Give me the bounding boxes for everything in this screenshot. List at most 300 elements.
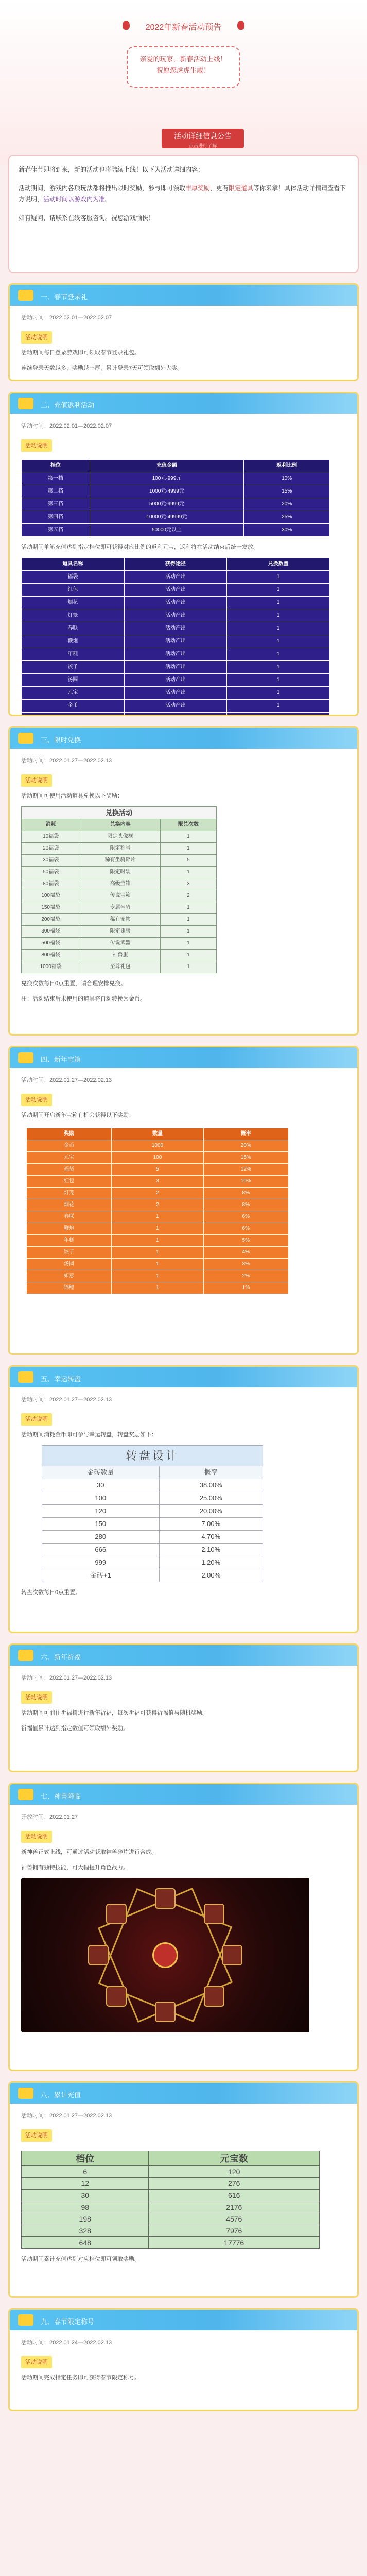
notice-box [8, 155, 359, 273]
table-cell: 1 [112, 1223, 203, 1235]
notice-para [19, 182, 348, 205]
table-cell: 4.70% [159, 1531, 263, 1544]
table-cell: 年糕 [22, 648, 125, 661]
rule-tag: 活动说明 [21, 774, 52, 787]
table-cell: 至尊礼包 [80, 961, 161, 973]
table-cell: 春联 [27, 1211, 112, 1223]
flag-icon [18, 1371, 33, 1383]
activity-time: 活动时间：2022.01.27—2022.02.13 [21, 2113, 112, 2119]
section-login [8, 283, 359, 381]
table-cell: 150福袋 [22, 902, 80, 914]
table-cell: 第四档 [22, 511, 90, 524]
table-cell: 100元-999元 [90, 472, 243, 485]
flag-icon [18, 290, 33, 301]
table-cell: 1 [160, 926, 216, 938]
table-cell: 稀有坐骑碎片 [80, 855, 161, 867]
activity-time: 活动时间：2022.01.24—2022.02.13 [21, 2340, 112, 2346]
table-cell: 1 [160, 843, 216, 855]
flag-icon [18, 733, 33, 744]
table-cell: 38.00% [159, 1479, 263, 1492]
table-row [22, 950, 217, 961]
table-row [22, 687, 330, 700]
table-cell: 666 [42, 1544, 160, 1556]
table-cell: 276 [149, 2178, 320, 2190]
table-row [22, 2213, 320, 2225]
table-header: 兑换数量 [227, 558, 330, 571]
section-para: 神兽拥有独特技能，可大幅提升角色战力。 [21, 1865, 129, 1871]
table-cell: 1 [160, 950, 216, 961]
notice-highlight: 活动时间以游戏内为准 [43, 196, 106, 203]
activity-time: 活动时间：2022.02.01—2022.02.07 [21, 315, 112, 321]
section-para: 活动期间每日登录游戏即可领取春节登录礼包。 [21, 350, 140, 356]
table-header: 数量 [112, 1128, 203, 1140]
table-row [42, 1544, 263, 1556]
table-cell: 元宝 [22, 687, 125, 700]
section-title: 九、春节限定称号 [41, 2318, 95, 2326]
table-header: 兑换内容 [80, 819, 161, 831]
section-title: 八、累计充值 [41, 2091, 81, 2099]
table-row [27, 1164, 289, 1176]
section-header [10, 2310, 357, 2330]
table-cell: 300福袋 [22, 926, 80, 938]
table-cell: 1 [112, 1211, 203, 1223]
table-cell: 50福袋 [22, 867, 80, 878]
table-cell: 第二档 [22, 485, 90, 498]
flag-icon [18, 2314, 33, 2326]
table-cell: 1 [227, 648, 330, 661]
table-row [27, 1199, 289, 1211]
section-title: 五、幸运转盘 [41, 1375, 81, 1383]
table-cell: 1000 [112, 1140, 203, 1152]
table-cell: 1000元-4999元 [90, 485, 243, 498]
table-cell: 648 [22, 2237, 149, 2249]
table-cell: 8% [203, 1188, 288, 1199]
table-cell: 25% [244, 511, 330, 524]
section-title: 四、新年宝箱 [41, 1056, 81, 1063]
table-row [22, 855, 217, 867]
table-cell: 第三档 [22, 498, 90, 511]
notice-para: 新春佳节即将到来，新的活动也将陆续上线！以下为活动详细内容： [19, 166, 204, 173]
table-cell: 如意 [27, 1270, 112, 1282]
section-header [10, 1784, 357, 1805]
table-cell: 汤圆 [22, 674, 125, 687]
table-row [22, 713, 330, 717]
section-header [10, 393, 357, 414]
table-row [27, 1211, 289, 1223]
table-cell: 15% [203, 1152, 288, 1164]
table-row [22, 498, 330, 511]
table-cell: 20福袋 [22, 843, 80, 855]
table-cell: 2 [112, 1188, 203, 1199]
table-header: 获得途径 [124, 558, 227, 571]
table-header: 充值金额 [90, 460, 243, 472]
table-cell: 活动产出 [124, 609, 227, 622]
table-cell: 烟花 [22, 597, 125, 609]
table-row [27, 1140, 289, 1152]
table-header: 概率 [203, 1128, 288, 1140]
table-cell: 神兽蛋 [80, 950, 161, 961]
table-cell: 锦鲤 [27, 1282, 112, 1294]
table-cell: 1 [227, 687, 330, 700]
section-para: 活动期间消耗金币即可参与幸运转盘，转盘奖励如下： [21, 1432, 157, 1438]
table-cell: 1.20% [159, 1556, 263, 1569]
table-cell: 25.00% [159, 1492, 263, 1505]
table-cell: 4% [203, 1247, 288, 1259]
intro-bubble [127, 46, 240, 88]
rule-tag: 活动说明 [21, 1094, 52, 1106]
notice-highlight: 丰厚奖励 [185, 184, 211, 192]
section-title: 七、神兽降临 [41, 1792, 81, 1800]
table-cell: 1 [227, 571, 330, 584]
table-cell: 98 [22, 2201, 149, 2213]
table-cell: 120 [149, 2166, 320, 2178]
table-cell: 8% [203, 1199, 288, 1211]
rule-tag: 活动说明 [21, 1831, 52, 1843]
table-cell: 30% [244, 524, 330, 537]
section-header [10, 285, 357, 306]
table-cell: 1 [112, 1247, 203, 1259]
table-cell: 80福袋 [22, 878, 80, 890]
flag-icon [18, 1789, 33, 1800]
section-para: 注：活动结束后未使用的道具将自动转换为金币。 [21, 996, 146, 1002]
activity-time: 活动时间：2022.01.27—2022.02.13 [21, 1397, 112, 1403]
section-para: 活动期间开启新年宝箱有机会获得以下奖励： [21, 1112, 134, 1118]
table-cell: 2 [160, 890, 216, 902]
section-cumulative [8, 2081, 359, 2298]
table-cell: 198 [22, 2213, 149, 2225]
table-cell: 100 [112, 1152, 203, 1164]
notice-highlight: 限定道具 [229, 184, 254, 192]
table-row [22, 622, 330, 635]
notice-text: 等你来拿！具体活动详情请查看下方说明， [19, 184, 346, 203]
intro-line: 祝愿您虎虎生威！ [156, 66, 210, 74]
table-row [27, 1188, 289, 1199]
rule-tag: 活动说明 [21, 1413, 52, 1426]
table-cell: 1 [227, 700, 330, 713]
table-row [22, 2225, 320, 2237]
table-cell: 鞭炮 [27, 1223, 112, 1235]
table-cell: 7.00% [159, 1518, 263, 1531]
table-row [22, 472, 330, 485]
table-cell: 2% [203, 1270, 288, 1282]
table-cell: 1 [227, 609, 330, 622]
section-title: 二、充值返利活动 [41, 401, 95, 409]
table-cell: 元宝 [27, 1152, 112, 1164]
rule-tag: 活动说明 [21, 439, 52, 452]
table-cell: 4576 [149, 2213, 320, 2225]
table-cell: 活动产出 [124, 661, 227, 674]
table-row [22, 2190, 320, 2201]
formation-node [155, 2002, 176, 2022]
table-cell: 2 [112, 1199, 203, 1211]
table-cell: 1 [160, 902, 216, 914]
exchange-table [21, 806, 217, 973]
rule-tag: 活动说明 [21, 1691, 52, 1704]
table-row [27, 1176, 289, 1188]
intro-line: 亲爱的玩家，新春活动上线！ [139, 55, 227, 63]
table-cell: 1 [227, 661, 330, 674]
table-cell [124, 713, 227, 717]
section-para: 转盘次数每日0点重置。 [21, 1589, 81, 1596]
table-row [22, 648, 330, 661]
section-para: 祈福值累计达到指定数值可领取额外奖励。 [21, 1725, 129, 1732]
flag-icon [18, 2088, 33, 2099]
activity-time: 活动时间：2022.01.27—2022.02.13 [21, 1077, 112, 1083]
rule-tag: 活动说明 [21, 2129, 52, 2142]
table-row [22, 867, 217, 878]
table-cell: 5 [112, 1164, 203, 1176]
table-row [22, 609, 330, 622]
table-row [22, 926, 217, 938]
wheel-table [42, 1445, 263, 1582]
table-cell: 红包 [22, 584, 125, 597]
table-row [22, 524, 330, 537]
table-cell: 120 [42, 1505, 160, 1518]
table-cell: 100 [42, 1492, 160, 1505]
table-row [22, 511, 330, 524]
table-row [22, 584, 330, 597]
table-row [22, 635, 330, 648]
table-cell: 稀有宠物 [80, 914, 161, 926]
section-para: 活动期间累计充值达到对应档位即可领取奖励。 [21, 2256, 140, 2262]
table-row [22, 661, 330, 674]
flag-icon [18, 398, 33, 409]
table-row [42, 1492, 263, 1505]
section-blessing [8, 1643, 359, 1772]
detail-banner[interactable] [162, 129, 244, 148]
table-row [22, 2178, 320, 2190]
table-cell: 灯笼 [27, 1188, 112, 1199]
notice-text: 活动期间，游戏内各项玩法都将推出限时奖励，参与即可领取 [19, 184, 186, 192]
table-row [42, 1531, 263, 1544]
table-cell: 1 [227, 597, 330, 609]
table-cell: 15% [244, 485, 330, 498]
table-cell: 1 [160, 938, 216, 950]
table-cell: 5 [160, 855, 216, 867]
table-row [22, 938, 217, 950]
table-cell: 1 [227, 635, 330, 648]
notice-text: 。 [105, 196, 112, 203]
table-cell: 1 [227, 622, 330, 635]
table-cell: 20% [244, 498, 330, 511]
table-header: 元宝数 [149, 2151, 320, 2166]
table-cell: 6% [203, 1223, 288, 1235]
table-cell: 限定称号 [80, 843, 161, 855]
table-cell: 饺子 [22, 661, 125, 674]
table-cell: 3 [112, 1176, 203, 1188]
table-cell: 1 [160, 831, 216, 843]
section-rebate [8, 392, 359, 716]
table-cell: 1 [160, 914, 216, 926]
table-cell: 活动产出 [124, 635, 227, 648]
section-title: 三、限时兑换 [41, 736, 81, 744]
table-cell: 年糕 [27, 1235, 112, 1247]
table-cell: 1000福袋 [22, 961, 80, 973]
table-cell: 10福袋 [22, 831, 80, 843]
section-header [10, 1047, 357, 1068]
table-cell: 50000元以上 [90, 524, 243, 537]
table-header: 限兑次数 [160, 819, 216, 831]
section-header [10, 2083, 357, 2104]
rule-tag: 活动说明 [21, 2356, 52, 2368]
table-cell: 10% [244, 472, 330, 485]
section-para: 新神兽正式上线，可通过活动获取神兽碎片进行合成。 [21, 1849, 157, 1855]
table-cell: 活动产出 [124, 674, 227, 687]
section-para: 活动期间单笔充值达到指定档位即可获得对应比例的返利元宝，返利将在活动结束后统一发放。 [21, 544, 259, 550]
table-title: 兑换活动 [22, 807, 217, 819]
table-cell: 活动产出 [124, 648, 227, 661]
table-cell: 1 [227, 584, 330, 597]
table-header: 消耗 [22, 819, 80, 831]
table-cell: 高级宝箱 [80, 878, 161, 890]
section-chest [8, 1046, 359, 1355]
table-cell: 红包 [27, 1176, 112, 1188]
table-cell: 饺子 [27, 1247, 112, 1259]
table-cell: 春联 [22, 622, 125, 635]
activity-time: 开放时间：2022.01.27 [21, 1814, 78, 1820]
table-row [22, 2166, 320, 2178]
chest-table [26, 1128, 289, 1294]
section-title-reward [8, 2308, 359, 2411]
table-cell: 6 [22, 2166, 149, 2178]
table-row [22, 890, 217, 902]
table-cell: 12 [22, 2178, 149, 2190]
table-cell: 限定时装 [80, 867, 161, 878]
table-cell: 280 [42, 1531, 160, 1544]
table-cell: 鞭炮 [22, 635, 125, 648]
table-header: 奖励 [27, 1128, 112, 1140]
table-cell: 6% [203, 1211, 288, 1223]
section-beast [8, 1783, 359, 2071]
table-cell: 1 [112, 1235, 203, 1247]
banner-subtitle: 点击进行了解 [188, 143, 217, 148]
table-cell [22, 713, 125, 717]
formation-node [204, 1904, 224, 1924]
table-header: 档位 [22, 460, 90, 472]
table-cell: 2.00% [159, 1569, 263, 1582]
table-cell: 福袋 [22, 571, 125, 584]
formation-node [155, 1888, 176, 1909]
section-para: 活动期间可使用活动道具兑换以下奖励： [21, 793, 123, 799]
table-cell: 传说宝箱 [80, 890, 161, 902]
section-title: 六、新年祈福 [41, 1653, 81, 1661]
table-cell: 30 [22, 2190, 149, 2201]
activity-time: 活动时间：2022.01.27—2022.02.13 [21, 758, 112, 764]
section-para: 连续登录天数越多，奖励越丰厚，累计登录7天可领取额外大奖。 [21, 365, 183, 371]
table-cell: 传说武器 [80, 938, 161, 950]
section-header [10, 728, 357, 749]
table-row [22, 878, 217, 890]
table-header: 道具名称 [22, 558, 125, 571]
formation-node [106, 1986, 127, 2007]
table-cell: 200福袋 [22, 914, 80, 926]
table-cell: 1 [112, 1282, 203, 1294]
table-cell: 1 [160, 867, 216, 878]
table-row [22, 831, 217, 843]
table-header: 档位 [22, 2151, 149, 2166]
table-cell: 20.00% [159, 1505, 263, 1518]
table-cell: 800福袋 [22, 950, 80, 961]
rule-tag: 活动说明 [21, 331, 52, 344]
table-cell: 活动产出 [124, 700, 227, 713]
table-row [42, 1505, 263, 1518]
formation-node [106, 1904, 127, 1924]
table-row [27, 1282, 289, 1294]
table-cell: 328 [22, 2225, 149, 2237]
section-para: 活动期间完成指定任务即可获得春节限定称号。 [21, 2375, 140, 2381]
flag-icon [18, 1650, 33, 1661]
table-cell: 活动产出 [124, 584, 227, 597]
table-cell: 30福袋 [22, 855, 80, 867]
page-title: 2022年新春活动预告 [145, 23, 222, 32]
table-cell: 5% [203, 1235, 288, 1247]
table-cell: 2176 [149, 2201, 320, 2213]
table-row [42, 1569, 263, 1582]
table-title: 转盘设计 [42, 1446, 263, 1466]
table-cell: 999 [42, 1556, 160, 1569]
activity-time: 活动时间：2022.01.27—2022.02.13 [21, 1675, 112, 1681]
table-cell: 限定头像框 [80, 831, 161, 843]
table-row [22, 485, 330, 498]
table-cell: 专属坐骑 [80, 902, 161, 914]
table-row [22, 902, 217, 914]
table-cell: 活动产出 [124, 622, 227, 635]
table-cell: 1 [160, 961, 216, 973]
table-cell: 第一档 [22, 472, 90, 485]
table-cell: 3 [160, 878, 216, 890]
table-cell: 500福袋 [22, 938, 80, 950]
table-cell: 活动产出 [124, 571, 227, 584]
table-row [27, 1270, 289, 1282]
table-cell: 616 [149, 2190, 320, 2201]
notice-para: 如有疑问，请联系在线客服咨询。祝您游戏愉快！ [19, 214, 155, 222]
flag-icon [18, 1052, 33, 1063]
table-cell: 2.10% [159, 1544, 263, 1556]
table-cell: 30 [42, 1479, 160, 1492]
table-row [22, 700, 330, 713]
table-cell: 金砖+1 [42, 1569, 160, 1582]
table-cell: 3% [203, 1259, 288, 1270]
notice-text: ，更有 [210, 184, 229, 192]
table-cell: 活动产出 [124, 597, 227, 609]
table-cell: 1 [112, 1259, 203, 1270]
banner-title: 活动详细信息公告 [174, 132, 232, 140]
item-table [21, 557, 330, 716]
section-exchange [8, 726, 359, 1036]
table-cell: 1 [112, 1270, 203, 1282]
table-row [22, 914, 217, 926]
table-row [22, 2237, 320, 2249]
section-header [10, 1645, 357, 1666]
table-cell: 17776 [149, 2237, 320, 2249]
table-row [42, 1518, 263, 1531]
table-cell: 150 [42, 1518, 160, 1531]
table-row [22, 2201, 320, 2213]
table-cell [227, 713, 330, 717]
section-header [10, 1367, 357, 1387]
rebate-table [21, 459, 330, 537]
table-cell: 灯笼 [22, 609, 125, 622]
table-row [22, 597, 330, 609]
table-row [22, 571, 330, 584]
table-cell: 福袋 [27, 1164, 112, 1176]
table-header: 返利比例 [244, 460, 330, 472]
table-row [27, 1247, 289, 1259]
formation-center-icon [152, 1942, 178, 1968]
table-cell: 限定翅膀 [80, 926, 161, 938]
table-row [22, 961, 217, 973]
table-cell: 100福袋 [22, 890, 80, 902]
